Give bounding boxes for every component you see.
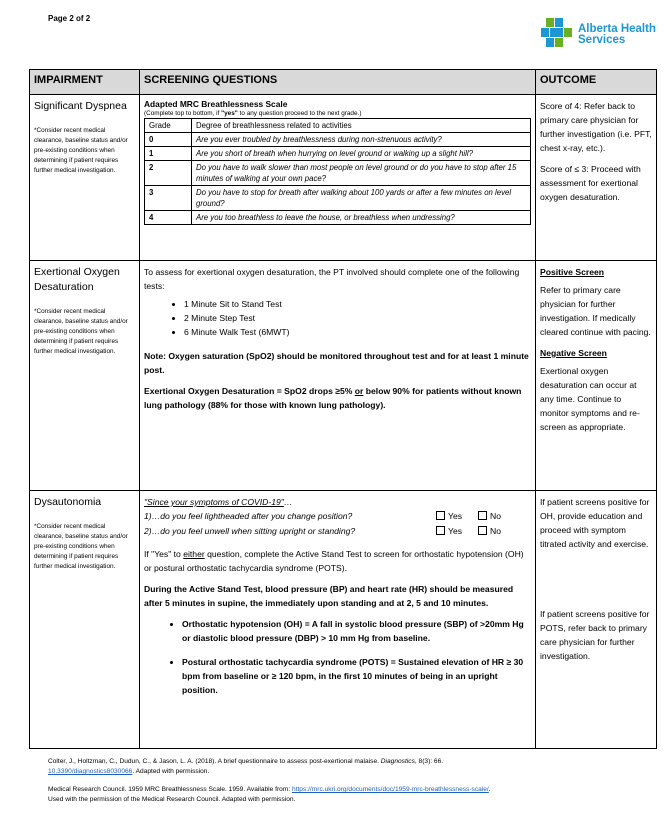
negative-screen-text: Exertional oxygen desaturation can occur at any time. Continue to monitor symptoms and re-screen as appropriate. [540, 366, 640, 432]
impairment-title: Significant Dyspnea [34, 100, 127, 112]
degree-header: Degree of breathlessness related to activities [192, 119, 531, 133]
screening-dysautonomia [140, 491, 536, 749]
outcome-oh: If patient screens positive for OH, provide education and proceed with symptom titrated activity and exercise. [540, 497, 650, 549]
yes-checkbox[interactable] [436, 526, 445, 535]
oh-definition: • Orthostatic hypotension (OH) = A fall in systolic blood pressure (SBP) of >20mm Hg or diastolic blood pressure (DBP) > 10 mm Hg from baseline. [182, 617, 531, 645]
mrc-scale-table [144, 118, 531, 225]
covid-prompt: "Since your symptoms of COVID-19"… [144, 497, 293, 507]
no-checkbox[interactable] [478, 511, 487, 520]
outcome-score-4: Score of 4: Refer back to primary care physician for further investigation (i.e. PFT, chest x-ray, etc.). [540, 101, 652, 153]
exertional-intro: To assess for exertional oxygen desaturation, the PT involved should complete one of the following tests: [144, 267, 520, 291]
column-header-screening: SCREENING QUESTIONS [140, 70, 536, 95]
question-unwell: 2)…do you feel unwell when sitting upright or standing? Yes No [144, 526, 501, 536]
list-item: • 2 Minute Step Test [184, 311, 531, 325]
column-header-outcome: OUTCOME [536, 70, 657, 95]
desaturation-definition: Exertional Oxygen Desaturation = SpO2 drops ≥5% or below 90% for patients without known lung pathology (88% for those with known lung pathology). [144, 386, 522, 410]
outcome-pots: If patient screens positive for POTS, refer back to primary care physician for further investigation. [540, 609, 650, 661]
screening-exertional [140, 261, 536, 491]
impairment-title: Exertional Oxygen Desaturation [34, 266, 120, 293]
mrc-row: 2 Do you have to walk slower than most people on level ground or do you have to stop after 15 minutes of walking at your own pace? [145, 161, 531, 186]
mrc-link[interactable]: https://mrc.ukri.org/documents/doc/1959-mrc-breathlessness-scale/ [291, 786, 489, 793]
definition-list [144, 617, 531, 697]
row-dyspnea [30, 95, 657, 261]
yes-checkbox[interactable] [436, 511, 445, 520]
list-item: • 6 Minute Walk Test (6MWT) [184, 325, 531, 339]
reference-colter: Colter, J., Holtzman, C., Dudun, C., & Jason, L. A. (2018). A brief questionnaire to assess post-exertional malaise. Diagnostics, 8(3): 66. 10.3390/diagnostics8030066. Adapted with permission. [48, 758, 444, 775]
mrc-row: 0 Are you ever troubled by breathlessness during non-strenuous activity? [145, 133, 531, 147]
mrc-row: 1 Are you short of breath when hurrying on level ground or walking up a slight hill? [145, 147, 531, 161]
question-lightheaded: 1)…do you feel lightheaded after you change position? Yes No [144, 511, 501, 521]
mrc-row: 4 Are you too breathless to leave the house, or breathless when undressing? [145, 211, 531, 225]
references [48, 757, 648, 813]
impairment-note: *Consider recent medical clearance, baseline status and/or pre-existing conditions when determining if patient requires further medical investigation. [34, 308, 128, 355]
impairment-title: Dysautonomia [34, 496, 102, 508]
screening-table [29, 69, 657, 749]
no-checkbox[interactable] [478, 526, 487, 535]
impairment-note: *Consider recent medical clearance, baseline status and/or pre-existing conditions when determining if patient requires further medical investigation. [34, 523, 128, 570]
row-exertional [30, 261, 657, 491]
impairment-exertional [30, 261, 140, 491]
outcome-dysautonomia [536, 491, 657, 749]
active-stand-instructions: During the Active Stand Test, blood pressure (BP) and heart rate (HR) should be measured after 5 minutes in supine, the immediately upon standing and at 2, 5 and 10 minutes. [144, 584, 514, 608]
screening-dyspnea [140, 95, 536, 261]
positive-screen-heading: Positive Screen [540, 267, 605, 277]
positive-screen-text: Refer to primary care physician for further investigation. If medically cleared continue with pacing. [540, 285, 651, 337]
row-dysautonomia [30, 491, 657, 749]
negative-screen-heading: Negative Screen [540, 348, 607, 358]
impairment-note: *Consider recent medical clearance, baseline status and/or pre-existing conditions when determining if patient requires further medical investigation. [34, 127, 128, 174]
mrc-scale-instructions: (Complete top to bottom, if "yes" to any question proceed to the next grade.) [144, 110, 362, 117]
spo2-note: Note: Oxygen saturation (SpO2) should be monitored throughout test and for at least 1 minute post. [144, 351, 529, 375]
mrc-header-row [145, 119, 531, 133]
impairment-dyspnea [30, 95, 140, 261]
logo-text: Alberta Health Services [578, 23, 656, 46]
column-header-impairment: IMPAIRMENT [30, 70, 140, 95]
outcome-exertional [536, 261, 657, 491]
mrc-scale-title: Adapted MRC Breathlessness Scale [144, 99, 288, 109]
impairment-dysautonomia [30, 491, 140, 749]
outcome-dyspnea [536, 95, 657, 261]
mrc-row: 3 Do you have to stop for breath after walking about 100 yards or after a few minutes on level ground? [145, 186, 531, 211]
yes-instructions: If "Yes" to either question, complete the Active Stand Test to screen for orthostatic hypotension (OH) or postural orthostatic tachycardia syndrome (POTS). [144, 549, 524, 573]
grade-header: Grade [145, 119, 192, 133]
doi-link[interactable]: 10.3390/diagnostics8030066 [48, 768, 133, 775]
pots-definition: • Postural orthostatic tachycardia syndrome (POTS) = Sustained elevation of HR ≥ 30 bpm from baseline or ≥ 120 bpm, in the first 10 minutes of being in an upright position. [182, 655, 531, 697]
list-item: • 1 Minute Sit to Stand Test [184, 297, 531, 311]
test-list [144, 297, 531, 339]
reference-mrc: Medical Research Council. 1959 MRC Breathlessness Scale. 1959. Available from: https://mrc.ukri.org/documents/doc/1959-mrc-breathlessness-scale/. Used with the permission of the Medical Research Council. Adapted with permission. [48, 786, 491, 803]
page-number: Page 2 of 2 [48, 14, 91, 23]
outcome-score-3: Score of ≤ 3: Proceed with assessment for exertional oxygen desaturation. [540, 164, 641, 202]
